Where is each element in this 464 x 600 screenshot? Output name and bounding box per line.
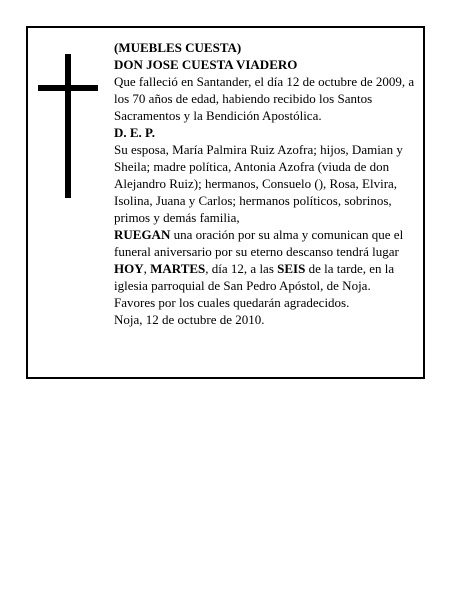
latin-cross-icon: [38, 54, 98, 198]
request-text: una oración por su alma y comunican que el funeral aniversario por su eterno descanso tendrá lugar: [114, 227, 404, 259]
cross-horizontal-bar: [38, 85, 98, 91]
cross-vertical-bar: [65, 54, 71, 198]
weekday: MARTES: [150, 261, 206, 276]
funeral-announcement: [114, 226, 424, 294]
today-word: HOY: [114, 261, 144, 276]
place-text: de la tarde, en la iglesia parroquial de San Pedro Apóstol, de Noja.: [114, 261, 395, 293]
rip-line: D. E. P.: [114, 125, 156, 140]
day-text: , día 12, a las: [205, 261, 278, 276]
business-name: (MUEBLES CUESTA): [114, 40, 242, 55]
notice-body: [114, 39, 424, 328]
obituary-notice: [26, 26, 425, 379]
thanks-line: Favores por los cuales quedarán agradecidos.: [114, 295, 350, 310]
hour: SEIS: [277, 261, 306, 276]
deceased-name: DON JOSE CUESTA VIADERO: [114, 57, 298, 72]
request-verb: RUEGAN: [114, 227, 171, 242]
comma-separator: ,: [143, 261, 151, 276]
death-statement: Que falleció en Santander, el día 12 de octubre de 2009, a los 70 años de edad, habiendo recibido los Santos Sacramentos y la Bendición Apostólica.: [114, 74, 415, 123]
family-list: Su esposa, María Palmira Ruiz Azofra; hijos, Damian y Sheila; madre política, Antonia Azofra (viuda de don Alejandro Ruiz); hermanos, Consuelo (), Rosa, Elvira, Isolina, Juana y Carlos; hermanos políticos, sobrinos, primos y demás familia,: [114, 142, 403, 225]
place-date: Noja, 12 de octubre de 2010.: [114, 312, 265, 327]
